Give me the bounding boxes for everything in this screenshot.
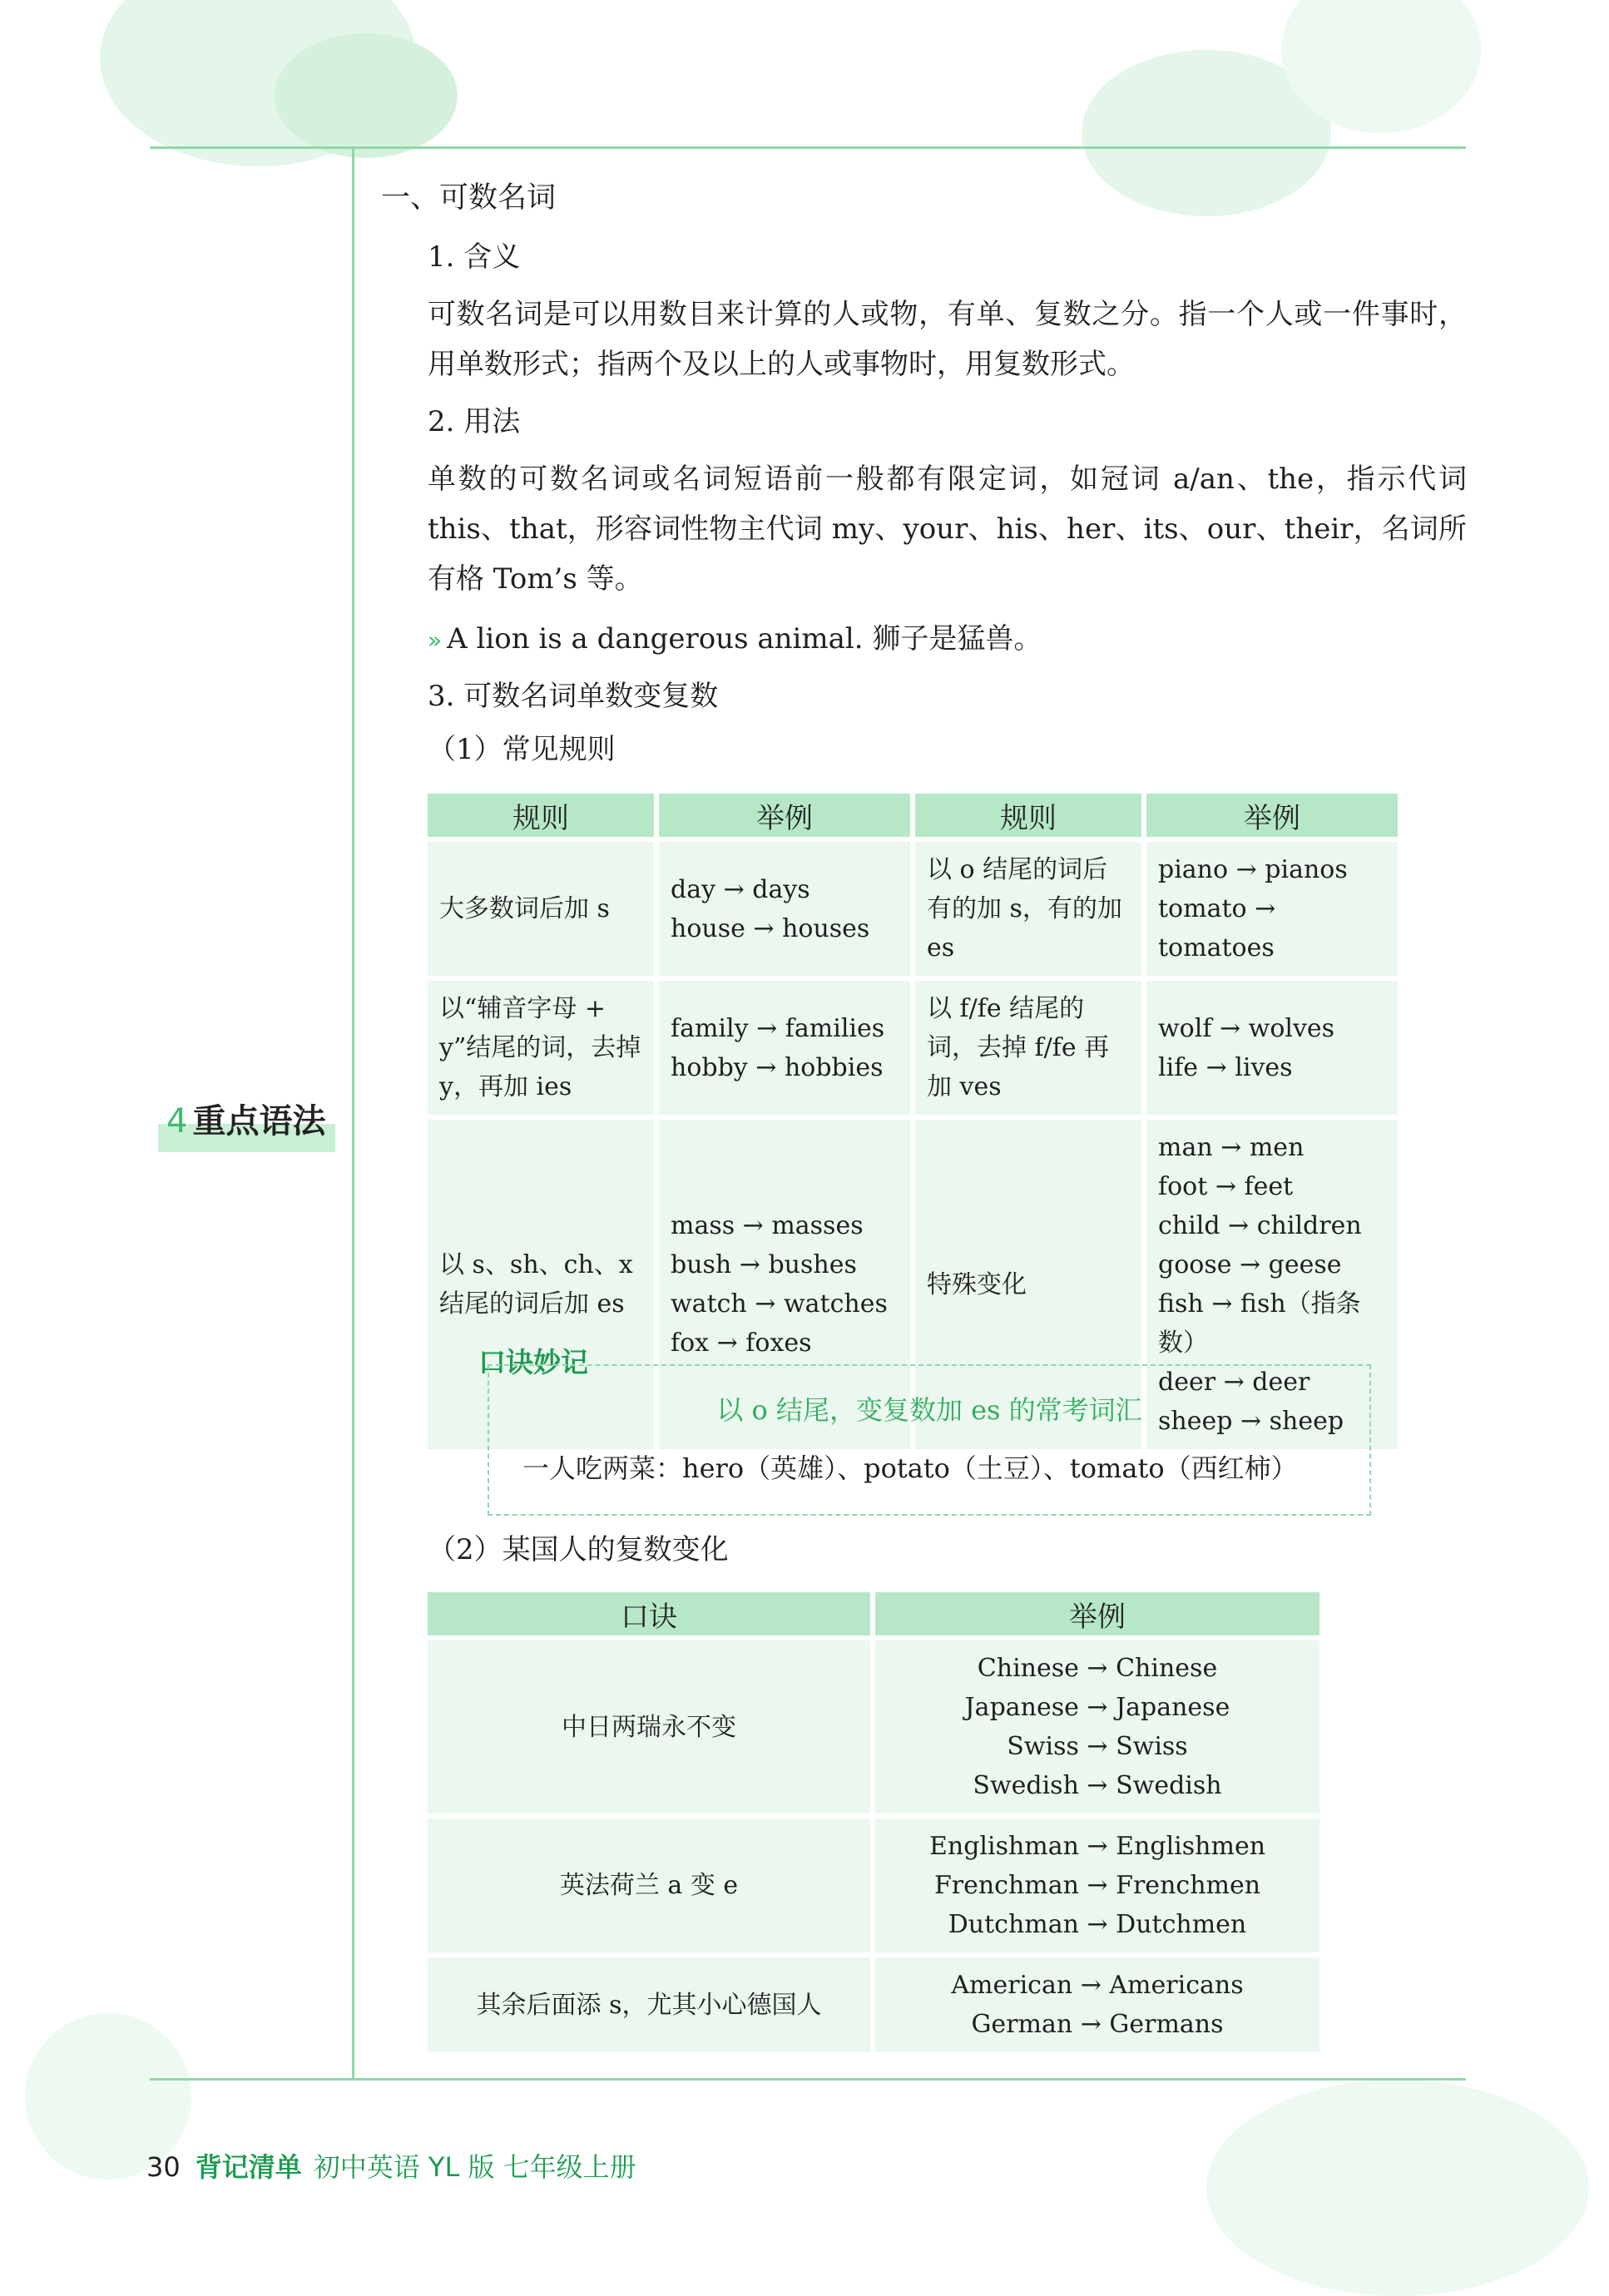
nationality-header-example: 举例: [875, 1592, 1319, 1635]
table-row: [428, 981, 1398, 1115]
rule-cell: [428, 842, 654, 976]
cell-line: German → Germans: [971, 2010, 1224, 2039]
example-cell: [1146, 842, 1398, 976]
decor-cloud-top-left-2: [275, 33, 458, 158]
page-footer: [146, 2146, 636, 2185]
rule-cell: [915, 981, 1141, 1115]
rules-table-header: [428, 794, 1398, 837]
cell-line: bush → bushes: [671, 1250, 857, 1279]
cell-line: day → days: [671, 874, 810, 904]
meaning-title: 1. 含义: [428, 240, 521, 274]
cell-line: foot → feet: [1158, 1172, 1294, 1201]
nationality-table-header: [428, 1592, 1319, 1635]
cell-line: 大多数词后加 s: [439, 894, 610, 923]
cell-line: goose → geese: [1158, 1250, 1342, 1279]
tip-line: 一人吃两菜：hero（英雄）、potato（土豆）、tomato（西红柿）: [522, 1452, 1298, 1484]
rules-header-rule-1: 规则: [428, 794, 654, 837]
cell-line: 以 f/fe 结尾的词，去掉 f/fe 再加 ves: [927, 994, 1110, 1101]
cell-line: life → lives: [1158, 1052, 1293, 1082]
rules-header-example-2: 举例: [1146, 794, 1398, 837]
usage-text: 单数的可数名词或名词短语前一般都有限定词，如冠词 a/an、the，指示代词 this、that，形容词性物主代词 my、your、his、her、its、our、their，名词所有格 Tom’s 等。: [428, 463, 1467, 596]
example-cell: [659, 981, 910, 1115]
cell-line: Chinese → Chinese: [977, 1654, 1218, 1683]
page-heading: 一、可数名词: [381, 181, 557, 215]
cell-line: sheep → sheep: [1158, 1407, 1344, 1436]
cell-line: 其余后面添 s，尤其小心德国人: [476, 1990, 822, 2020]
cell-line: hobby → hobbies: [671, 1052, 884, 1082]
cell-line: Japanese → Japanese: [964, 1693, 1230, 1722]
top-rule: [150, 146, 1466, 149]
cell-line: tomato → tomatoes: [1158, 894, 1276, 962]
double-arrow-icon: »: [428, 626, 443, 654]
decor-cloud-bottom-right: [1206, 2080, 1589, 2296]
cell-line: mass → masses: [671, 1211, 864, 1240]
rule-cell: [915, 842, 1141, 976]
rule-cell: [428, 981, 654, 1115]
section-title: 重点语法: [192, 1102, 326, 1141]
margin-rule: [352, 148, 354, 2078]
section-number: 4: [166, 1102, 188, 1141]
meaning-text: 可数名词是可以用数目来计算的人或物，有单、复数之分。指一个人或一件事时，用单数形式；指两个及以上的人或事物时，用复数形式。: [428, 298, 1467, 381]
rule-cell: [428, 1818, 870, 1952]
rules-title: （1）常见规则: [428, 733, 616, 766]
main-content: [381, 176, 1467, 1454]
table-row: [428, 842, 1398, 976]
cell-line: child → children: [1158, 1211, 1362, 1240]
cell-line: Frenchman → Frenchmen: [933, 1871, 1261, 1900]
tip-title: 以 o 结尾，变复数加 es 的常考词汇: [716, 1394, 1142, 1426]
cell-line: 以 s、sh、ch、x 结尾的词后加 es: [439, 1250, 633, 1319]
page-number: 30: [146, 2151, 181, 2183]
rules-header-rule-2: 规则: [915, 794, 1141, 837]
cell-line: 中日两瑞永不变: [562, 1712, 736, 1742]
usage-title: 2. 用法: [428, 405, 521, 438]
table-row: [428, 1818, 1319, 1952]
cell-line: 英法荷兰 a 变 e: [559, 1871, 739, 1900]
example-cell: [875, 1640, 1319, 1814]
cell-line: wolf → wolves: [1158, 1013, 1335, 1043]
cell-line: Dutchman → Dutchmen: [948, 1910, 1247, 1939]
example-cell: [875, 1957, 1319, 2052]
table-row: [428, 1640, 1319, 1814]
cell-line: 以 o 结尾的词后有的加 s，有的加 es: [927, 855, 1122, 962]
usage-example-text: A lion is a dangerous animal. 狮子是猛兽。: [447, 622, 1042, 656]
cell-line: house → houses: [671, 913, 870, 943]
tip-box: [488, 1364, 1371, 1516]
cell-line: Swedish → Swedish: [973, 1771, 1222, 1800]
cell-line: American → Americans: [951, 1971, 1244, 2000]
table-row: [428, 1957, 1319, 2052]
cell-line: 特殊变化: [927, 1269, 1027, 1299]
section-label: [158, 1090, 335, 1152]
usage-example: [428, 616, 1467, 664]
rule-cell: [428, 1640, 870, 1814]
example-cell: [1146, 981, 1398, 1115]
series-name: 背记清单: [195, 2151, 302, 2183]
rules-header-example-1: 举例: [659, 794, 910, 837]
example-cell: [659, 842, 910, 976]
plural-title: 3. 可数名词单数变复数: [428, 680, 719, 713]
cell-line: fox → foxes: [671, 1329, 812, 1358]
cell-line: piano → pianos: [1158, 855, 1348, 884]
bottom-rule: [150, 2078, 1466, 2081]
cell-line: family → families: [671, 1013, 885, 1043]
cell-line: man → men: [1158, 1133, 1305, 1162]
nationality-table: [423, 1587, 1324, 2057]
nationality-title: （2）某国人的复数变化: [428, 1533, 729, 1566]
example-cell: [875, 1818, 1319, 1952]
cell-line: Swiss → Swiss: [1007, 1732, 1188, 1761]
nationality-header-rule: 口诀: [428, 1592, 870, 1635]
tip-tag: 口诀妙记: [478, 1346, 588, 1378]
cell-line: Englishman → Englishmen: [928, 1832, 1266, 1861]
cell-line: 以“辅音字母 + y”结尾的词，去掉 y，再加 ies: [439, 994, 641, 1101]
cell-line: deer → deer: [1158, 1368, 1310, 1397]
rule-cell: [428, 1957, 870, 2052]
cell-line: fish → fish（指条数）: [1158, 1289, 1361, 1358]
cell-line: watch → watches: [671, 1289, 888, 1319]
book-name: 初中英语 YL 版 七年级上册: [313, 2151, 636, 2183]
